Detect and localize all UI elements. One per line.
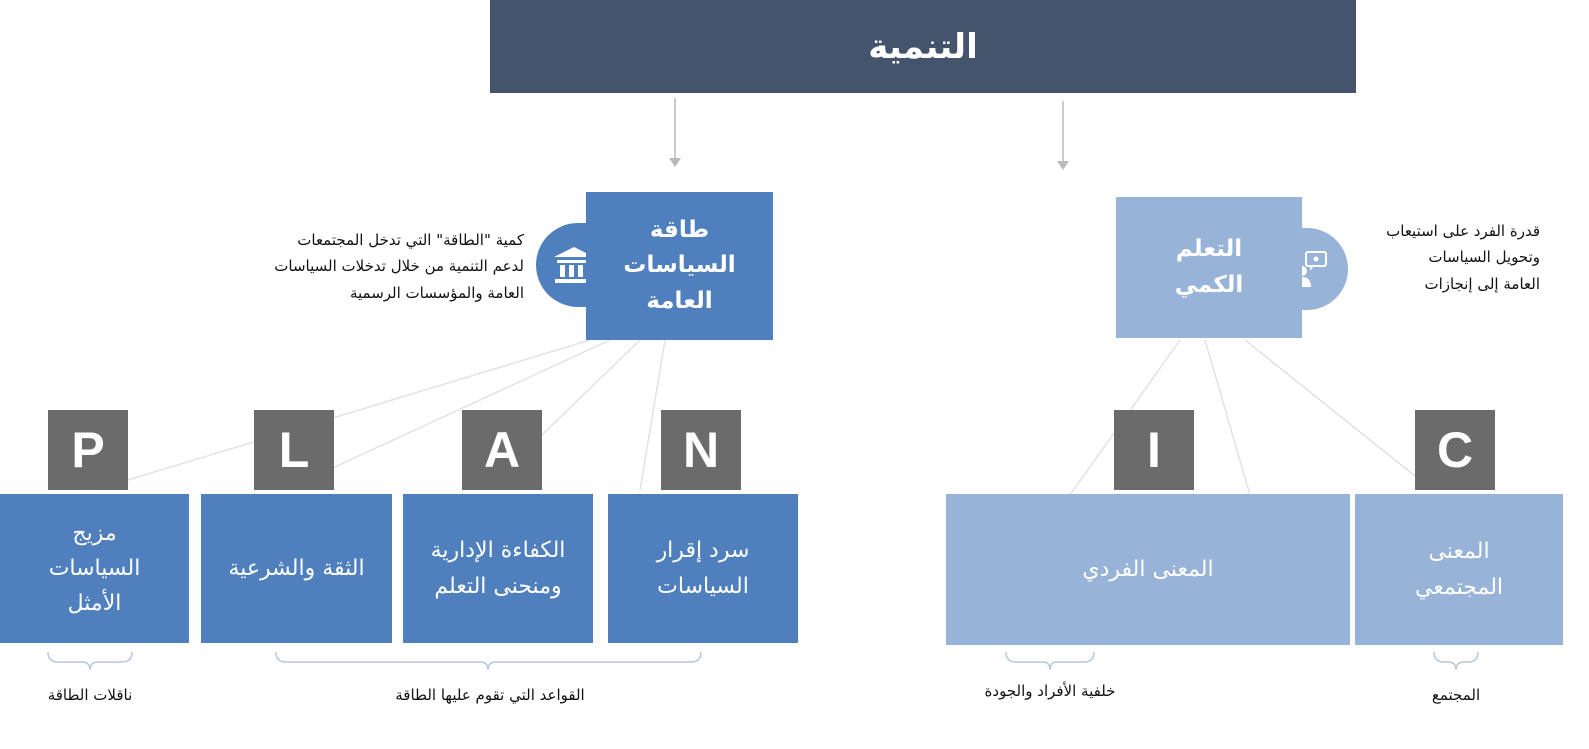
plan-card-line: مزيج — [72, 520, 117, 546]
ic-card-i — [946, 494, 1350, 645]
letter-n: N — [661, 410, 741, 490]
energy-label-line: السياسات — [623, 252, 736, 279]
plan-card-line: ومنحنى التعلم — [434, 573, 562, 599]
learning-label-line: التعلم — [1175, 235, 1243, 262]
ic-card-line: المعنى — [1428, 539, 1490, 565]
letter-l: L — [254, 410, 334, 490]
plan-card-p — [0, 494, 189, 643]
ic-card-line: المجتمعي — [1414, 574, 1504, 600]
quantitative-learning-box — [1116, 197, 1302, 338]
public-policy-energy-box — [586, 192, 773, 340]
arrow-down-icon — [1057, 161, 1069, 170]
plan-card-a — [403, 494, 593, 643]
letter-c: C — [1415, 410, 1495, 490]
community-label: المجتمع — [1431, 686, 1481, 704]
energy-carriers-label: ناقلات الطاقة — [47, 686, 133, 704]
page-title: التنمية — [490, 0, 1356, 93]
learning-description-line: وتحويل السياسات — [1428, 248, 1540, 267]
individuals-quality-label: خلفية الأفراد والجودة — [984, 682, 1116, 700]
ic-card-c — [1355, 494, 1563, 645]
learning-description-line: العامة إلى إنجازات — [1424, 274, 1540, 293]
energy-description — [170, 227, 524, 306]
plan-card-line: السياسات — [48, 555, 141, 581]
plan-card-n — [608, 494, 798, 643]
energy-description-line: لدعم التنمية من خلال تدخلات السياسات — [274, 257, 524, 276]
plan-card-line: الثقة والشرعية — [228, 555, 365, 581]
plan-card-line: الكفاءة الإدارية — [430, 538, 566, 564]
arrow-down-icon — [669, 158, 681, 167]
learning-label-line: الكمي — [1174, 271, 1244, 298]
letter-p: P — [48, 410, 128, 490]
ic-card-line: المعنى الفردي — [1082, 556, 1214, 582]
letter-i: I — [1114, 410, 1194, 490]
energy-description-line: كمية "الطاقة" التي تدخل المجتمعات — [297, 231, 524, 249]
energy-label-line: طاقة — [649, 216, 710, 243]
energy-label-line: العامة — [646, 287, 713, 314]
plan-card-line: السياسات — [657, 573, 749, 599]
plan-card-l — [201, 494, 392, 643]
plan-card-line: سرد إقرار — [656, 538, 750, 564]
letter-a: A — [462, 410, 542, 490]
plan-card-line: الأمثل — [67, 591, 122, 617]
energy-foundations-label: القواعد التي تقوم عليها الطاقة — [395, 686, 585, 704]
learning-description — [1330, 218, 1540, 297]
learning-description-line: قدرة الفرد على استيعاب — [1386, 222, 1540, 240]
energy-description-line: العامة والمؤسسات الرسمية — [349, 283, 524, 302]
